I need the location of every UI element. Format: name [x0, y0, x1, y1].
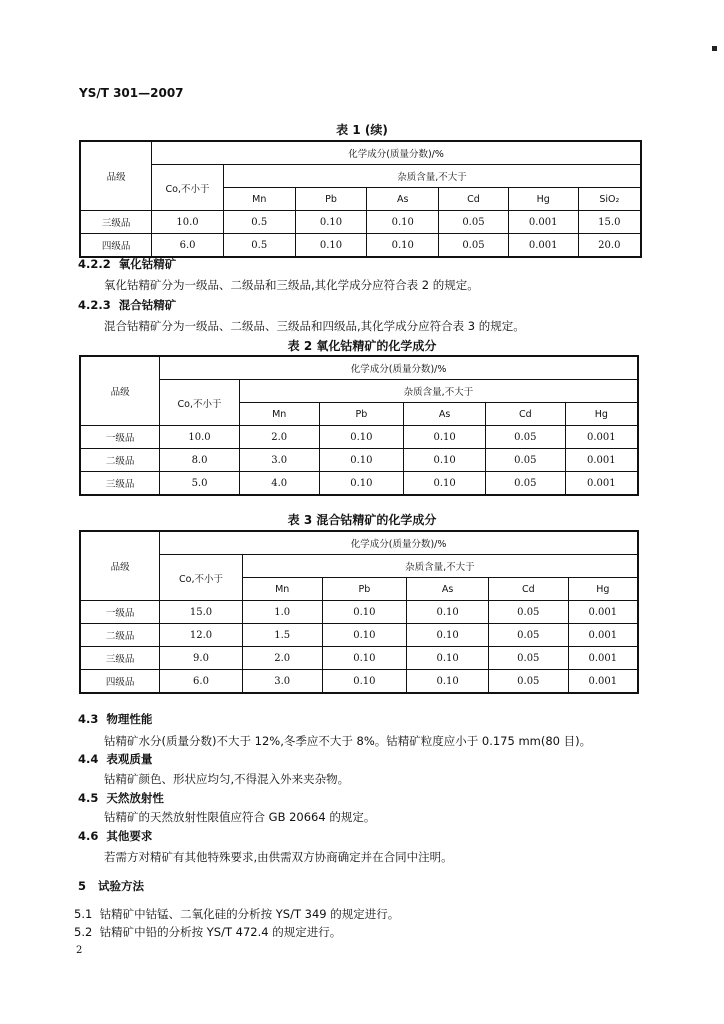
grade-cell: 一级品: [80, 601, 160, 624]
section-title: 氧化钴精矿: [118, 257, 177, 271]
value-cell: 0.05: [488, 647, 568, 670]
section-5-heading: [78, 878, 144, 894]
value-cell: 0.10: [295, 234, 367, 258]
value-cell: 0.05: [485, 449, 565, 472]
value-cell: 0.05: [485, 426, 565, 449]
grade-cell: 二级品: [80, 624, 160, 647]
grade-header: 品级: [80, 531, 160, 601]
value-cell: 0.05: [439, 211, 509, 234]
grade-cell: 四级品: [80, 234, 152, 258]
section-4-4-text: 钴精矿颜色、形状应均匀,不得混入外来夹杂物。: [104, 772, 350, 786]
col-header: Pb: [319, 403, 404, 426]
col-header: Cd: [439, 188, 509, 211]
table1: [79, 140, 642, 258]
value-cell: 0.10: [404, 449, 486, 472]
value-cell: 8.0: [160, 449, 240, 472]
section-number: 4.5: [78, 791, 99, 805]
section-title: 天然放射性: [106, 791, 164, 805]
table1-caption: 表 1 (续): [336, 123, 388, 137]
standard-code: YS/T 301—2007: [79, 86, 184, 100]
value-cell: 0.05: [488, 601, 568, 624]
col-header: Hg: [508, 188, 578, 211]
grade-cell: 三级品: [80, 211, 152, 234]
col-header: Cd: [485, 403, 565, 426]
section-4-5-text: 钴精矿的天然放射性限值应符合 GB 20664 的规定。: [104, 810, 376, 824]
col-header: As: [404, 403, 486, 426]
col-header: Mn: [223, 188, 295, 211]
co-header: Co,不小于: [152, 165, 224, 211]
value-cell: 12.0: [160, 624, 243, 647]
clause-number: 5.1: [74, 907, 93, 921]
value-cell: 3.0: [239, 449, 319, 472]
section-4-3-text: 钴精矿水分(质量分数)不大于 12%,冬季应不大于 8%。钴精矿粒度应小于 0.175 mm(80 目)。: [104, 734, 592, 748]
value-cell: 2.0: [242, 647, 322, 670]
table-row: [80, 647, 638, 670]
value-cell: 0.10: [322, 601, 407, 624]
value-cell: 0.10: [404, 426, 486, 449]
value-cell: 0.001: [568, 624, 638, 647]
value-cell: 0.10: [319, 472, 404, 496]
value-cell: 5.0: [160, 472, 240, 496]
section-4-3-heading: [78, 711, 152, 727]
section-4-2-2-heading: [78, 256, 176, 272]
value-cell: 1.5: [242, 624, 322, 647]
table-row: [80, 472, 638, 496]
table3-caption: 表 3 混合钴精矿的化学成分: [287, 513, 437, 527]
value-cell: 2.0: [239, 426, 319, 449]
value-cell: 0.10: [367, 234, 439, 258]
value-cell: 15.0: [578, 211, 641, 234]
section-title: 表观质量: [106, 752, 153, 766]
section-number: 5: [78, 879, 87, 893]
table-row: [80, 426, 638, 449]
col-header: As: [407, 578, 489, 601]
grade-header: 品级: [80, 141, 152, 211]
value-cell: 0.10: [319, 426, 404, 449]
section-title: 试验方法: [98, 879, 145, 893]
value-cell: 0.10: [407, 601, 489, 624]
col-header: Mn: [242, 578, 322, 601]
section-title: 混合钴精矿: [118, 298, 177, 312]
impurity-header: 杂质含量,不大于: [242, 555, 638, 578]
value-cell: 0.001: [568, 647, 638, 670]
value-cell: 0.001: [565, 426, 638, 449]
value-cell: 0.05: [485, 472, 565, 496]
impurity-header: 杂质含量,不大于: [239, 380, 638, 403]
value-cell: 6.0: [152, 234, 224, 258]
clause-text: 钴精矿中钴锰、二氧化硅的分析按 YS/T 349 的规定进行。: [99, 907, 400, 921]
table-row: [80, 234, 641, 258]
table-row: [80, 624, 638, 647]
section-4-6-heading: [78, 828, 152, 844]
value-cell: 0.001: [508, 211, 578, 234]
value-cell: 0.10: [319, 449, 404, 472]
grade-cell: 二级品: [80, 449, 160, 472]
value-cell: 0.10: [322, 670, 407, 694]
clause-5-1: [74, 906, 399, 922]
value-cell: 3.0: [242, 670, 322, 694]
col-header: As: [367, 188, 439, 211]
value-cell: 0.001: [565, 472, 638, 496]
col-header: Hg: [568, 578, 638, 601]
table-row: [80, 449, 638, 472]
value-cell: 0.10: [322, 647, 407, 670]
value-cell: 10.0: [152, 211, 224, 234]
value-cell: 20.0: [578, 234, 641, 258]
value-cell: 0.10: [322, 624, 407, 647]
value-cell: 0.5: [223, 211, 295, 234]
section-4-2-3-heading: [78, 297, 176, 313]
section-4-5-heading: [78, 790, 164, 806]
co-header: Co,不小于: [160, 380, 240, 426]
value-cell: 6.0: [160, 670, 243, 694]
col-header: Mn: [239, 403, 319, 426]
grade-cell: 四级品: [80, 670, 160, 694]
col-header: Pb: [322, 578, 407, 601]
impurity-header: 杂质含量,不大于: [223, 165, 641, 188]
value-cell: 0.001: [508, 234, 578, 258]
col-header: Hg: [565, 403, 638, 426]
value-cell: 0.10: [367, 211, 439, 234]
chem-composition-header: 化学成分(质量分数)/%: [160, 356, 638, 380]
page-number: 2: [76, 945, 83, 956]
table-row: [80, 601, 638, 624]
value-cell: 0.001: [568, 670, 638, 694]
co-header: Co,不小于: [160, 555, 243, 601]
value-cell: 0.05: [439, 234, 509, 258]
value-cell: 0.10: [407, 670, 489, 694]
section-title: 其他要求: [106, 829, 153, 843]
value-cell: 0.001: [568, 601, 638, 624]
value-cell: 0.05: [488, 670, 568, 694]
table2: [79, 355, 639, 496]
table-row: [80, 211, 641, 234]
section-number: 4.3: [78, 712, 99, 726]
chem-composition-header: 化学成分(质量分数)/%: [160, 531, 638, 555]
value-cell: 0.10: [404, 472, 486, 496]
grade-cell: 三级品: [80, 647, 160, 670]
table2-caption: 表 2 氧化钴精矿的化学成分: [287, 339, 437, 353]
scan-mark: [712, 46, 717, 51]
value-cell: 0.10: [407, 647, 489, 670]
table-row: [80, 670, 638, 694]
value-cell: 4.0: [239, 472, 319, 496]
section-number: 4.4: [78, 752, 99, 766]
value-cell: 0.5: [223, 234, 295, 258]
table3: [79, 530, 639, 694]
grade-cell: 一级品: [80, 426, 160, 449]
clause-number: 5.2: [74, 925, 93, 939]
section-4-2-3-text: 混合钴精矿分为一级品、二级品、三级品和四级品,其化学成分应符合表 3 的规定。: [104, 319, 525, 333]
value-cell: 0.001: [565, 449, 638, 472]
value-cell: 0.10: [295, 211, 367, 234]
section-4-6-text: 若需方对精矿有其他特殊要求,由供需双方协商确定并在合同中注明。: [104, 850, 453, 864]
clause-text: 钴精矿中铅的分析按 YS/T 472.4 的规定进行。: [99, 925, 342, 939]
section-4-2-2-text: 氧化钴精矿分为一级品、二级品和三级品,其化学成分应符合表 2 的规定。: [104, 278, 479, 292]
clause-5-2: [74, 924, 341, 940]
value-cell: 0.05: [488, 624, 568, 647]
section-number: 4.2.3: [78, 298, 111, 312]
grade-cell: 三级品: [80, 472, 160, 496]
section-number: 4.6: [78, 829, 99, 843]
col-header: Pb: [295, 188, 367, 211]
value-cell: 0.10: [407, 624, 489, 647]
grade-header: 品级: [80, 356, 160, 426]
col-header: SiO₂: [578, 188, 641, 211]
section-title: 物理性能: [106, 712, 153, 726]
col-header: Cd: [488, 578, 568, 601]
value-cell: 1.0: [242, 601, 322, 624]
section-4-4-heading: [78, 751, 152, 767]
chem-composition-header: 化学成分(质量分数)/%: [152, 141, 641, 165]
section-number: 4.2.2: [78, 257, 111, 271]
value-cell: 15.0: [160, 601, 243, 624]
value-cell: 10.0: [160, 426, 240, 449]
value-cell: 9.0: [160, 647, 243, 670]
